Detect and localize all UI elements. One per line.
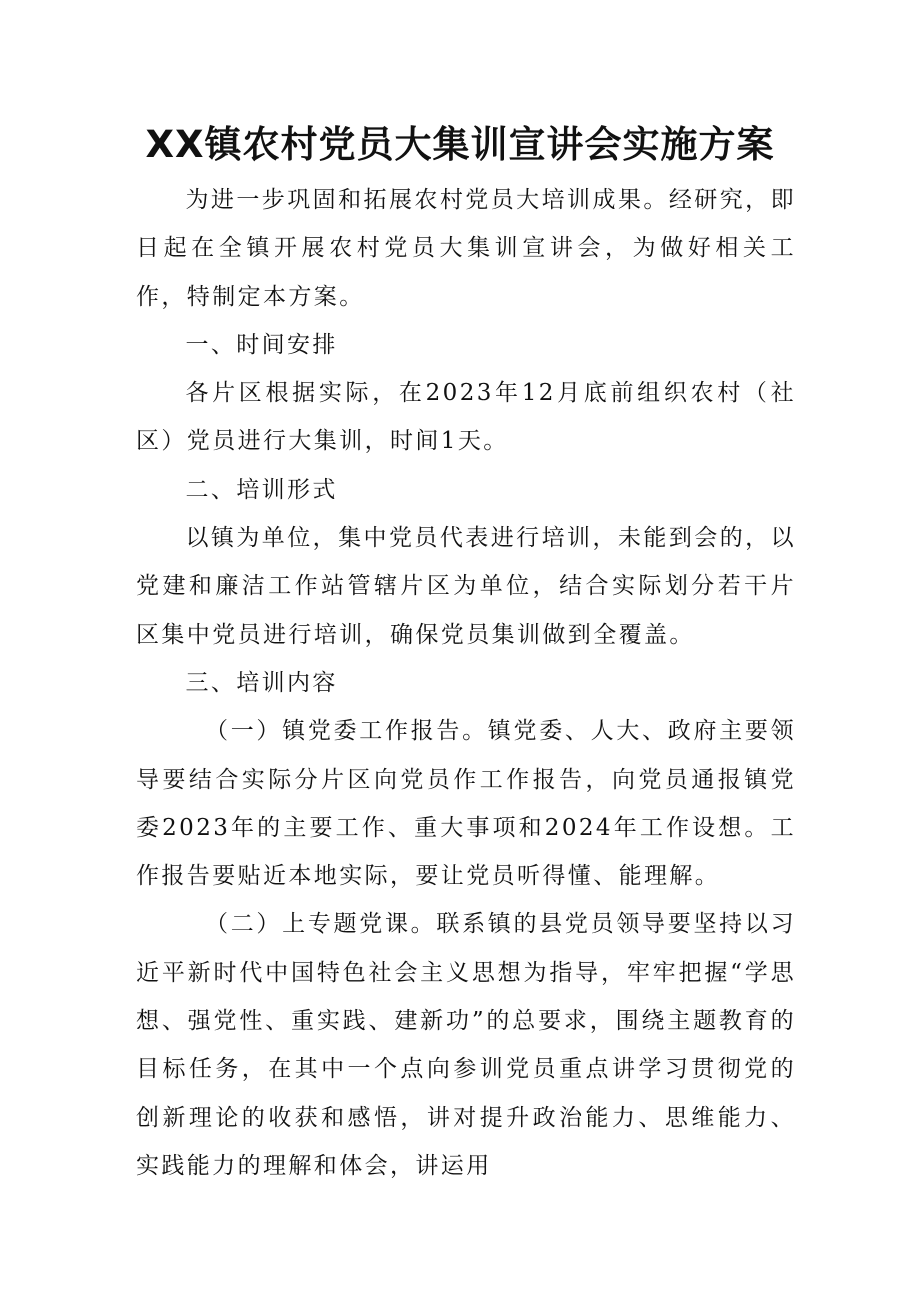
intro-paragraph: 为进一步巩固和拓展农村党员大培训成果。经研究，即日起在全镇开展农村党员大集训宣讲会，为做好相关工作，特制定本方案。 [136, 187, 796, 310]
section-heading-content: 三、培训内容 [185, 669, 338, 696]
content-item-work-report: （一）镇党委工作报告。镇党委、人大、政府主要领导要结合实际分片区向党员作工作报告，向党员通报镇党委2023年的主要工作、重大事项和2024年工作设想。工作报告要贴近本地实际，要让党员听得懂、能理解。 [136, 718, 796, 890]
document-body [136, 176, 796, 1190]
document-title: XX镇农村党员大集训宣讲会实施方案 [145, 123, 775, 166]
section-heading-schedule: 一、时间安排 [185, 331, 338, 358]
section-heading-format: 二、培训形式 [185, 476, 338, 503]
format-paragraph: 以镇为单位，集中党员代表进行培训，未能到会的，以党建和廉洁工作站管辖片区为单位，结合实际划分若干片区集中党员进行培训，确保党员集训做到全覆盖。 [136, 525, 796, 648]
content-item-party-lesson: （二）上专题党课。联系镇的县党员领导要坚持以习近平新时代中国特色社会主义思想为指导，牢牢把握“学思想、强党性、重实践、建新功”的总要求，围绕主题教育的目标任务，在其中一个点向参训党员重点讲学习贯彻党的创新理论的收获和感悟，讲对提升政治能力、思维能力、实践能力的理解和体会，讲运用 [136, 911, 796, 1179]
schedule-paragraph: 各片区根据实际，在2023年12月底前组织农村（社区）党员进行大集训，时间1天。 [136, 380, 796, 455]
